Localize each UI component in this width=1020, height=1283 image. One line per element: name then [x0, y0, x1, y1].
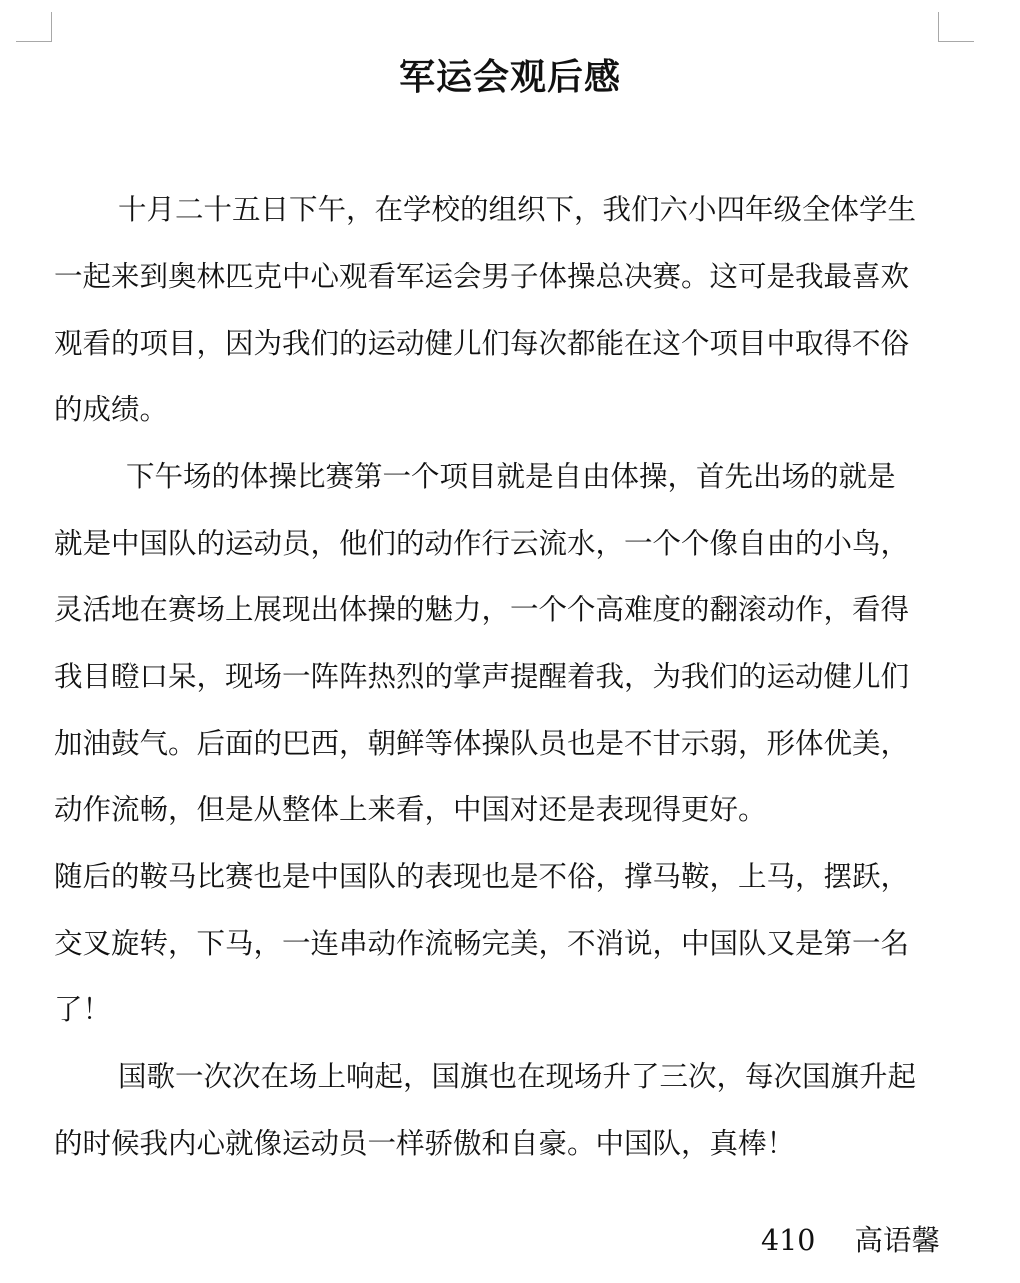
text-line: 我目瞪口呆，现场一阵阵热烈的掌声提醒着我，为我们的运动健儿们: [54, 660, 910, 693]
text-line: 观看的项目，因为我们的运动健儿们每次都能在这个项目中取得不俗: [54, 327, 910, 360]
text-line: 的时候我内心就像运动员一样骄傲和自豪。中国队，真棒！: [54, 1127, 796, 1160]
text-line: 国歌一次次在场上响起，国旗也在现场升了三次，每次国旗升起: [118, 1060, 917, 1093]
text-line: 了！: [54, 993, 112, 1026]
page-corner-mark-top-left: [16, 12, 52, 42]
author-signature: [700, 1221, 940, 1261]
document-title: 军运会观后感: [398, 56, 621, 98]
text-line: 十月二十五日下午，在学校的组织下，我们六小四年级全体学生: [118, 193, 917, 226]
text-line: 交叉旋转，下马，一连串动作流畅完美，不消说，中国队又是第一名: [54, 927, 910, 960]
text-line: 一起来到奥林匹克中心观看军运会男子体操总决赛。这可是我最喜欢: [54, 260, 910, 293]
text-line: 灵活地在赛场上展现出体操的魅力，一个个高难度的翻滚动作，看得: [54, 593, 910, 626]
author-name: 高语馨: [854, 1224, 940, 1257]
page-corner-mark-top-right: [938, 12, 974, 42]
student-number: 410: [761, 1224, 816, 1257]
text-line: 随后的鞍马比赛也是中国队的表现也是不俗，撑马鞍，上马，摆跃，: [54, 860, 910, 893]
text-line: 动作流畅，但是从整体上来看，中国对还是表现得更好。: [54, 793, 767, 826]
text-line: 加油鼓气。后面的巴西，朝鲜等体操队员也是不甘示弱，形体优美，: [54, 727, 910, 760]
text-line: 下午场的体操比赛第一个项目就是自由体操，首先出场的就是: [126, 460, 896, 493]
text-line: 就是中国队的运动员，他们的动作行云流水，一个个像自由的小鸟，: [54, 527, 910, 560]
text-line: 的成绩。: [54, 393, 169, 426]
